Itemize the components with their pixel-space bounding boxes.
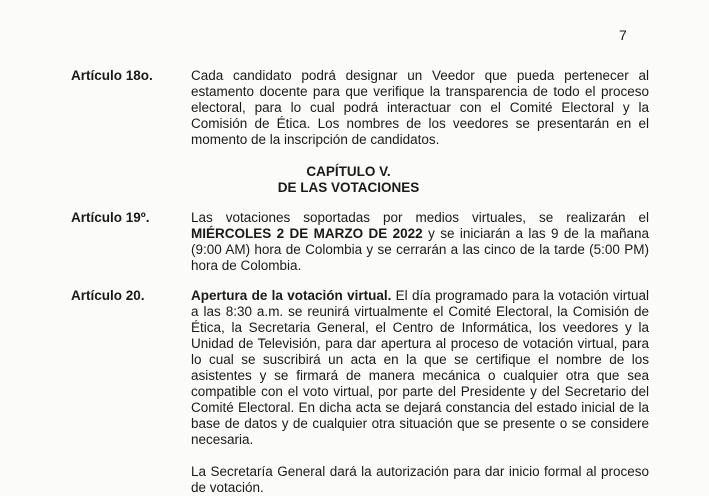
article-20-label: Artículo 20. (71, 288, 145, 303)
article-20-text: El día programado para la votación virtual a las 8:30 a.m. se reunirá virtualmente el Comité Electoral, la Comisión de Ética, la Secretaria General, el Centro de Informática, los veedores y la Unidad de Televisión, para dar apertura al proceso de votación virtual, para lo cual se suscribirá un acta en la que se certifique el nombre de los asistentes y se firmará de manera mecánica o cualquier otra que sea compatible con el voto virtual, por parte del Presidente y del Secretario del Comité Electoral. En dicha acta se dejará constancia del estado inicial de la base de datos y de cualquier otra situación que se presente o se considere necesaria. (191, 288, 649, 447)
article-19-text-a: Las votaciones soportadas por medios virtuales, se realizarán el (191, 210, 649, 225)
chapter-title: DE LAS VOTACIONES (277, 180, 420, 195)
election-date: MIÉRCOLES 2 DE MARZO DE 2022 (191, 226, 423, 241)
article-19-body (191, 210, 649, 274)
article-18-label: Artículo 18o. (71, 68, 153, 83)
page-number: 7 (619, 27, 627, 43)
article-19-text (191, 210, 649, 274)
chapter-heading (0, 164, 709, 196)
chapter-number: CAPÍTULO V. (306, 164, 391, 179)
article-20-paragraph-1 (191, 288, 649, 448)
article-18-body (191, 68, 649, 148)
article-20-body (191, 288, 649, 496)
article-20-heading: Apertura de la votación virtual. (191, 288, 392, 303)
article-19-label: Artículo 19º. (71, 210, 150, 225)
article-20-paragraph-2: La Secretaría General dará la autorización para dar inicio formal al proceso de votación. (191, 464, 649, 495)
article-18-text: Cada candidato podrá designar un Veedor que pueda pertenecer al estamento docente para que verifique la transparencia de todo el proceso electoral, para lo cual podrá interactuar con el Comité Electoral y la Comisión de Ética. Los nombres de los veedores se presentarán en el momento de la inscripción de candidatos. (191, 68, 649, 147)
article-19-text-b: y se iniciarán a las 9 de la mañana (9:00 AM) hora de Colombia y se cerrarán a las cinco de la tarde (5:00 PM) hora de Colombia. (191, 226, 649, 273)
